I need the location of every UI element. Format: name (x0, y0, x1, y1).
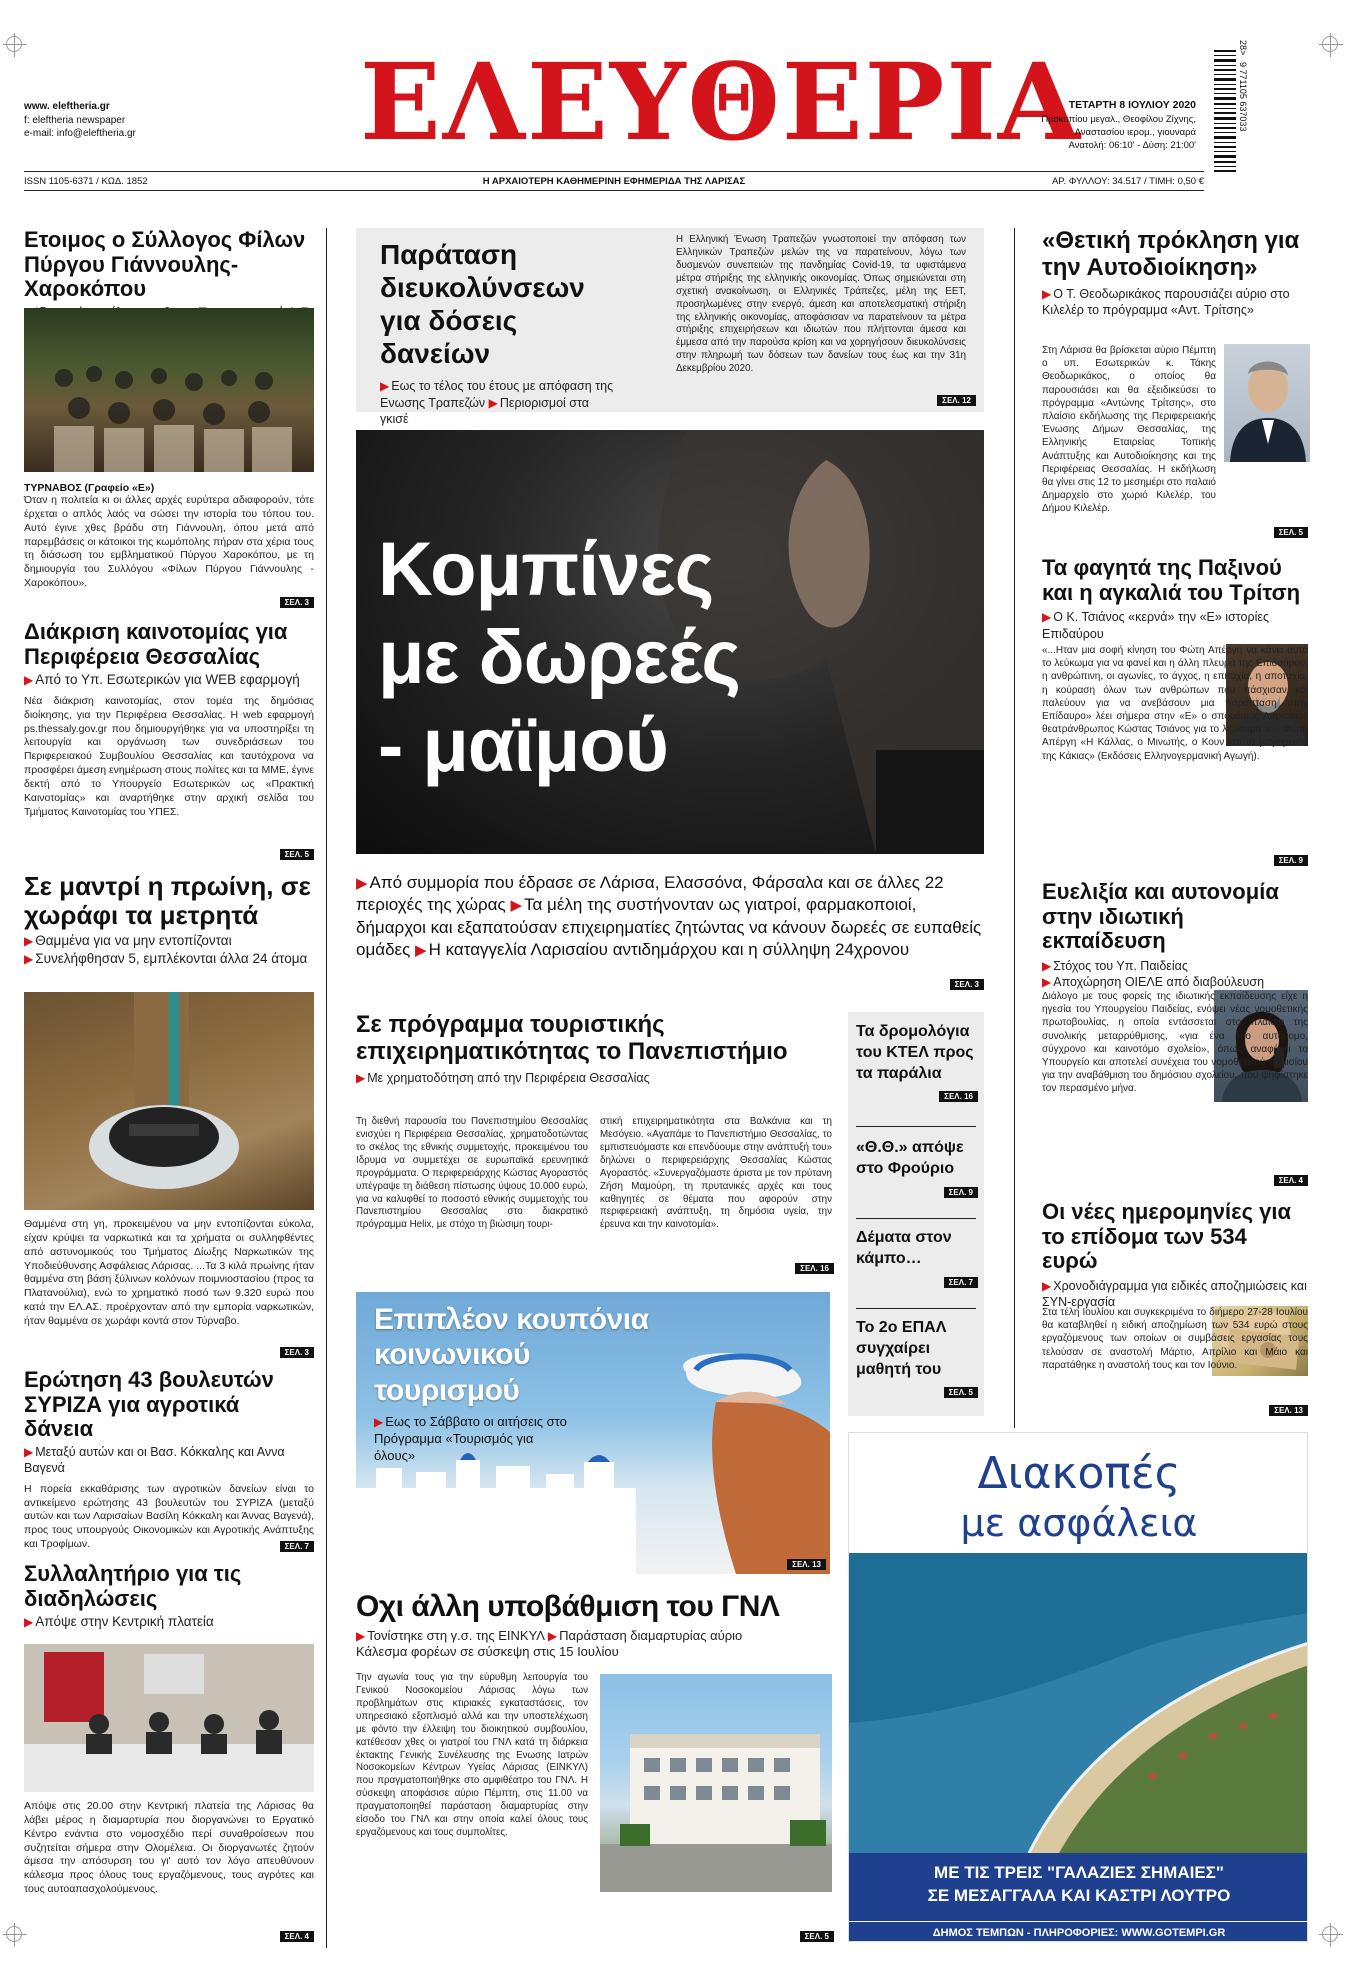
dateline: ΤΥΡΝΑΒΟΣ (Γραφείο «Ε») (24, 482, 155, 494)
article-body: Στη Λάρισα θα βρίσκεται αύριο Πέμπτη ο υπ. Εσωτερικών κ. Τάκης Θεοδωρικάκος, ο οποίος θα παρουσιάσει και θα εξειδικεύσει το πρόγραμμα «Αντώνης Τρίτσης», στο πλαίσιο εκδήλωσης της Περιφερειακής Ένωσης Δήμων Θεσσαλίας, της Ελληνικής Εταιρείας Τοπικής Ανάπτυξης και Αυτοδιοίκησης και της Περιφέρειας Θεσσαλίας. Η εκδήλωση θα γίνει στις 12 το μεσημέρι στο παλαιό Δημαρχείο στο χωριό Κιλελέρ, του Δήμου Κιλελέρ. (1042, 345, 1216, 515)
saints-line: Αναστασίου ιερομ., γιουναρά (1074, 126, 1196, 138)
lead-story-summary[interactable]: ▶ Από συμμορία που έδρασε σε Λάρισα, Ελασσόνα, Φάρσαλα και σε άλλες 22 περιοχές της χώρας ▶ Τα μέλη της συστήνονταν ως γιατροί, φαρμακοποιοί, δήμαρχοι και εξαπατούσαν επιχειρηματίες ζητώντας να κάνουν δωρεές σε ευπαθείς ομάδες ▶ Η καταγγελία Λαρισαίου αντιδημάρχου και η σύλληψη 24χρονου ΣΕΛ. 3 (356, 872, 984, 992)
red-triangle-bullet-icon: ▶ (356, 1070, 366, 1085)
column-divider (1014, 228, 1015, 1428)
brief-theatre[interactable]: «Θ.Θ.» απόψε στο Φρούριο ΣΕΛ. 9 (856, 1138, 978, 1200)
article-gnl[interactable] (356, 1590, 834, 1942)
barcode-top-number: 28> (1238, 40, 1248, 56)
red-triangle-bullet-icon: ▶ (24, 1444, 34, 1459)
article-local-government[interactable] (1042, 228, 1308, 538)
red-triangle-bullet-icon: ▶ (510, 897, 522, 915)
issn: ISSN 1105-6371 / ΚΩΔ. 1852 (24, 176, 148, 187)
headline: Συλλαλητήριο για τις διαδηλώσεις (24, 1561, 242, 1611)
brief-epal[interactable]: Το 2ο ΕΠΑΛ συγχαίρει μαθητή του ΣΕΛ. 5 (856, 1318, 978, 1400)
red-triangle-bullet-icon: ▶ (547, 1628, 558, 1643)
subhead: ▶ Στόχος του Υπ. Παιδείας ▶ Αποχώρηση ΟΙΕΛΕ από διαβούλευση (1042, 958, 1265, 990)
red-triangle-bullet-icon: ▶ (415, 942, 427, 960)
page-ref[interactable]: ΣΕΛ. 13 (787, 1559, 826, 1570)
article-body: Απόψε στις 20.00 στην Κεντρική πλατεία της Λάρισας θα λάβει μέρος η διαμαρτυρία που διοργανώνει το Εργατικό Κέντρο ενάντια στο νομοσχέδιο περί συναθροίσεων που συζητείται σήμερα στην Ολομέλεια. Οι διοργανωτές ζητούν άμεσα την απόσυρση του γι' αυτό τον λόγο απευθύνουν κάλεσμα προς όλους τους εργαζόμενους, τους αγρότες και τους αυτοαπασχολούμενους. (24, 1800, 314, 1896)
article-body: Θαμμένα στη γη, προκειμένου να μην εντοπίζονται εύκολα, είχαν κρύψει τα ναρκωτικά και τα χρήματα οι συλληφθέντες από αστυνομικούς του Τμήματος Δίωξης Ναρκωτικών της Υποδιεύθυνσης Ασφάλειας Λάρισας. ...Τα 3 κιλά πρωίνης ήταν θαμμένα στη βάση ξύλινων κολόνων ποιμνιοστασίου (προς τα Πλατανούλια), ενώ το χρηματικό ποσό των 9.320 ευρώ που κατά την ΕΛ.ΑΣ. προέρχονταν από την εμπορία ναρκωτικών, ήταν θαμμένα σε χωράφι κοντά στον Τύρναβο. (24, 1218, 314, 1328)
headline: Σε πρόγραμμα τουριστικής επιχειρηματικότητας το Πανεπιστήμιο (356, 1011, 788, 1065)
press-conference-photo (24, 1644, 314, 1792)
saints-line: Προκοπίου μεγαλ., Θεοφίλου Ζίχνης, (1041, 113, 1196, 125)
briefs-sidebar (848, 1012, 984, 1416)
article-university[interactable] (356, 1012, 834, 1274)
subhead: ▶ Με χρηματοδότηση από την Περιφέρεια Θεσσαλίας (356, 1070, 650, 1085)
headline: Ευελιξία και αυτονομία στην ιδιωτική εκπαίδευση (1042, 879, 1279, 954)
headline: Ετοιμος ο Σύλλογος Φίλων Πύργου Γιάννουλης-Χαροκόπου (24, 227, 306, 302)
page-ref[interactable]: ΣΕΛ. 12 (937, 395, 976, 406)
page-ref[interactable]: ΣΕΛ. 4 (280, 1931, 314, 1942)
red-triangle-bullet-icon: ▶ (1042, 975, 1052, 990)
masthead-logo (360, 39, 1083, 164)
column-divider (326, 228, 327, 1948)
subhead: ▶ Τονίστηκε στη γ.σ. της ΕΙΝΚΥΛ ▶ Παράσταση διαμαρτυρίας αύριο Κάλεσμα φορέων σε σύσκεψη στις 15 Ιουλίου (356, 1627, 743, 1660)
brief-ktel[interactable]: Τα δρομολόγια του ΚΤΕΛ προς τα παράλια ΣΕΛ. 16 (856, 1022, 978, 1104)
red-triangle-bullet-icon: ▶ (24, 673, 34, 688)
masthead-contacts (24, 100, 136, 141)
email-link[interactable]: e-mail: info@eleftheria.gr (24, 128, 136, 139)
article-allowance[interactable] (1042, 1200, 1308, 1416)
page-ref[interactable]: ΣΕΛ. 3 (280, 1347, 314, 1358)
red-triangle-bullet-icon: ▶ (1042, 286, 1052, 301)
gathering-photo (24, 308, 314, 472)
red-triangle-bullet-icon: ▶ (24, 1615, 34, 1630)
subhead: ▶ Θαμμένα για να μην εντοπίζονται ▶ Συνελήφθησαν 5, εμπλέκονται άλλα 24 άτομα (24, 933, 308, 966)
registration-mark-icon (6, 36, 22, 52)
headline: Παράταση διευκολύνσεων για δόσεις δανείων (380, 239, 585, 370)
barcode-icon (1214, 36, 1236, 186)
brief-divider (856, 1126, 976, 1127)
registration-mark-icon (6, 1926, 22, 1942)
brief-divider (856, 1308, 976, 1309)
red-triangle-bullet-icon: ▶ (1042, 1278, 1052, 1293)
sunrise-sunset: Ανατολή: 06:10' - Δύση: 21:00' (1068, 140, 1196, 152)
article-body: Η πορεία εκκαθάρισης των αγροτικών δανείων είναι το αντικείμενο ερώτησης 43 βουλευτών του ΣΥΡΙΖΑ (μεταξύ αυτών και των Λαρισαίων Βασίλη Κόκκαλη και Άννας Βαγενά), προς τους υπουργούς Οικονομικών και Αγροτικής Ανάπτυξης και Τροφίμων. (24, 1482, 314, 1551)
buried-bag-photo (24, 992, 314, 1210)
page-ref[interactable]: ΣΕΛ. 5 (944, 1387, 978, 1398)
barcode-number: 9 771105 637033 (1238, 62, 1248, 132)
article-heroin[interactable] (24, 872, 314, 1358)
page-ref[interactable]: ΣΕΛ. 3 (950, 979, 984, 990)
red-triangle-bullet-icon: ▶ (24, 951, 34, 966)
page-ref[interactable]: ΣΕΛ. 5 (280, 849, 314, 860)
article-innovation[interactable] (24, 620, 314, 860)
hospital-photo (600, 1674, 832, 1892)
page-ref[interactable]: ΣΕΛ. 4 (1274, 1175, 1308, 1186)
issue-date: ΤΕΤΑΡΤΗ 8 ΙΟΥΛΙΟΥ 2020 (1068, 99, 1196, 111)
page-ref[interactable]: ΣΕΛ. 16 (939, 1091, 978, 1102)
coast-aerial-photo (849, 1553, 1308, 1853)
subhead: ▶ Από το Υπ. Εσωτερικών για WEB εφαρμογή (24, 672, 300, 688)
ad-subtitle: με ασφάλεια (960, 1501, 1198, 1545)
subhead: ▶ Εως το τέλος του έτους με απόφαση της Ενωσης Τραπεζών ▶ Περιορισμοί στα γκισέ (380, 379, 614, 427)
tagline: Η ΑΡΧΑΙΟΤΕΡΗ ΚΑΘΗΜΕΡΙΝΗ ΕΦΗΜΕΡΙΔΑ ΤΗΣ ΛΑΡΙΣΑΣ (482, 176, 746, 187)
newspaper-title: ΕΛΕΥΘΕΡΙΑ (360, 39, 1083, 164)
red-triangle-bullet-icon: ▶ (374, 1415, 384, 1430)
article-body: Διάλογο με τους φορείς της ιδιωτικής εκπαίδευσης είχε η ηγεσία του Υπουργείου Παιδείας, ενόψει νέας νομοθετικής πρωτοβουλίας, η οποία εντάσσεται στο πλαίσιο της συνολικής μεταρρύθμισης, «για ένα πιο αυτόνομο, σύγχρονο και καινοτόμο σχολείο», όπως αναφέρει το Υπουργείο και αποτελεί συνέχεια του νομοθετικού πλαισίου για την αναβάθμιση του δημόσιου σχολείου, που ψηφίστηκε τον περασμένο μήνα. (1042, 991, 1308, 1095)
article-body: Την αγωνία τους για την εύρυθμη λειτουργία του Γενικού Νοσοκομείου Λάρισας λόγω των προβλημάτων στις κτιριακές εγκαταστάσεις, τον υπηρεσιακό εξοπλισμό αλλά και την υποστελέχωση με φόντο την έλλειψη του διοικητικού συμβουλίου, κατέθεσαν χθες οι γιατροί του ΓΝΛ κατά τη διάρκεια έκτακτης Γενικής Συνέλευσης της Ενωσης Ιατρών Νοσοκομείων Κέντρων Υγείας Λάρισας (ΕΙΝΚΥΛ) που πραγματοποιήθηκε στο αμφιθέατρο του ΓΝΛ. Η σύσκεψη αποφάσισε αύριο Πέμπτη, στις 11.00 να πραγματοποιηθεί παράσταση διαμαρτυρίας στην είσοδο του ΓΝΛ και στην οποία καλεί όλους τους εργαζόμενους και τους συμπολίτες. (356, 1672, 588, 1839)
headline: Τα φαγητά της Παξινού και η αγκαλιά του Τρίτση (1042, 555, 1301, 605)
headline: Επιπλέον κουπόνια κοινωνικού τουρισμού (374, 1303, 649, 1407)
issue-number-price: ΑΡ. ΦΥΛΛΟΥ: 34.517 / ΤΙΜΗ: 0,50 € (1051, 176, 1204, 187)
lead-story-photo (356, 430, 984, 854)
red-triangle-bullet-icon: ▶ (356, 875, 368, 892)
headline: Σε μαντρί η πρωίνη, σε χωράφι τα μετρητά (24, 871, 311, 931)
brief-divider (856, 1218, 976, 1219)
masthead-rule (24, 190, 1204, 191)
subhead: ▶ Εως το Σάββατο οι αιτήσεις στο Πρόγραμμα «Τουρισμός για όλους» (374, 1414, 567, 1463)
brief-bales[interactable]: Δέματα στον κάμπο… ΣΕΛ. 7 (856, 1228, 978, 1290)
subhead: ▶ Απόψε στην Κεντρική πλατεία (24, 1614, 214, 1630)
page-ref[interactable]: ΣΕΛ. 16 (795, 1263, 834, 1274)
ad-title: Διακοπές (977, 1448, 1181, 1499)
article-body: Νέα διάκριση καινοτομίας, στον τομέα της δημόσιας διοίκησης, για την Περιφέρεια Θεσσαλίας. Η web εφαρμογή ps.thessaly.gov.gr που δημιουργήθηκε για να υποστηρίξει τη λειτουργία και οργάνωση των συνεδριάσεων του Περιφερειακού Συμβουλίου Θεσσαλίας και ταυτόχρονα να προσφέρει άμεση ενημέρωση στους πολίτες και τα ΜΜΕ, έγινε δεκτή από το Υπουργείο Εσωτερικών ως «Πρακτική Καινοτομίας» και αναρτήθηκε στην αρχική σελίδα του Τμήματος Καινοτομίας του ΥΠΕΣ. (24, 694, 314, 818)
red-triangle-bullet-icon: ▶ (356, 1628, 366, 1643)
masthead-date-block (1030, 98, 1196, 153)
headline: Οι νέες ημερομηνίες για το επίδομα των 534 ευρώ (1042, 1199, 1291, 1274)
article-body-col1: Τη διεθνή παρουσία του Πανεπιστημίου Θεσσαλίας ενισχύει η Περιφέρεια Θεσσαλίας, χρηματοδοτώντας το σκέλος της εθνικής συμμετοχής, προκειμένου του Ιδρυμα να συμμετέχει σε ευρωπαϊκά ερευνητικά προγράμματα. Ο περιφερειάρχης Κώστας Αγοραστός υπέγραψε τη διάθεση πίστωσης ύψους 10.000 ευρώ, για να καλυφθεί το ποσοστό εθνικής συμμετοχής του Πανεπιστημίου Θεσσαλίας στο διακρατικό πρόγραμμα Helix, με στόχο τη βιώσιμη τουρι- (356, 1116, 588, 1231)
headline: Διάκριση καινοτομίας για Περιφέρεια Θεσσαλίας (24, 619, 288, 669)
page-ref[interactable]: ΣΕΛ. 5 (800, 1931, 834, 1942)
subhead: ▶ Μεταξύ αυτών και οι Βασ. Κόκκαλης και Αννα Βαγενά (24, 1444, 285, 1476)
article-body: Όταν η πολιτεία κι οι άλλες αρχές ευρύτερα αδιαφορούν, τότε έρχεται ο απλός λαός να σώσει την ιστορία του τόπου του. Αυτό έγινε χθες βράδυ στη Γιάννουλη, όπου μετά από παρεμβάσεις οι κάτοικοι της κωμόπολης πήραν στα χέρια τους τη διάσωση του εμβληματικού Πύργου Χαροκόπου, με τη δημιουργία του Συλλόγου «Φίλων Πύργου Γιάννουλης - Χαροκόπου». (24, 494, 314, 590)
headline: Ερώτηση 43 βουλευτών ΣΥΡΙΖΑ για αγροτικά δάνεια (24, 1367, 274, 1442)
registration-mark-icon (1322, 1926, 1338, 1942)
page-ref[interactable]: ΣΕΛ. 9 (1274, 855, 1308, 866)
headline: «Θετική πρόκληση για την Αυτοδιοίκηση» (1042, 227, 1300, 281)
red-triangle-bullet-icon: ▶ (488, 395, 498, 410)
red-triangle-bullet-icon: ▶ (24, 934, 34, 949)
article-syriza[interactable] (24, 1368, 314, 1552)
red-triangle-bullet-icon: ▶ (1042, 610, 1052, 625)
page-ref[interactable]: ΣΕΛ. 3 (280, 597, 314, 608)
masthead-rule (24, 171, 1204, 172)
page-ref[interactable]: ΣΕΛ. 7 (280, 1541, 314, 1552)
article-rally[interactable] (24, 1562, 314, 1942)
page-ref[interactable]: ΣΕΛ. 9 (944, 1187, 978, 1198)
page-ref[interactable]: ΣΕΛ. 7 (944, 1277, 978, 1288)
registration-mark-icon (1322, 36, 1338, 52)
ad-line-1: ΜΕ ΤΙΣ ΤΡΕΙΣ "ΓΑΛΑΖΙΕΣ ΣΗΜΑΙΕΣ" (934, 1863, 1224, 1882)
article-epidaurus[interactable] (1042, 556, 1308, 866)
facebook-text: f: eleftheria newspaper (24, 114, 126, 126)
page-ref[interactable]: ΣΕΛ. 13 (1269, 1405, 1308, 1416)
tempi-beach-advertisement[interactable] (848, 1432, 1308, 1942)
article-body-col2: στική επιχειρηματικότητα στα Βαλκάνια και τη Μεσόγειο. «Αγαπάμε το Πανεπιστήμιο Θεσσαλίας, το εμπιστευόμαστε και επενδύουμε στην ανάπτυξή του» δηλώνει ο περιφερειάρχης Θεσσαλίας Κώστας Αγοραστός. «Συνεργαζόμαστε άριστα με τον πρύτανη Ζήση Μαμούρη, τη πρυτανικές αρχές και τους καθηγητές σε θέματα που αφορούν στην περιφερειακή ανάπτυξη, τη δημόσια υγεία, την έρευνα και την καινοτομία». (600, 1116, 832, 1231)
article-private-education[interactable] (1042, 880, 1308, 1186)
subhead: ▶ Ο Κ. Τσιάνος «κερνά» την «Ε» ιστορίες Επιδαύρου (1042, 610, 1269, 641)
subhead: ▶ Ο Τ. Θεοδωρικάκος παρουσιάζει αύριο στο Κιλελέρ το πρόγραμμα «Αντ. Τρίτσης» (1042, 286, 1290, 318)
red-triangle-bullet-icon: ▶ (1042, 958, 1052, 973)
article-body: Στα τέλη Ιουλίου και συγκεκριμένα το διήμερο 27-28 Ιουλίου θα καταβληθεί η ειδική αποζημίωση των 534 ευρώ στους εργαζόμενους των οποίων οι συμβάσεις εργασίας τους τελούσαν σε αναστολή Μάρτιο, Απρίλιο και Μάιο και παρατάθηκε η αναστολή τους και τον Ιούνιο. (1042, 1307, 1308, 1371)
ad-footer[interactable]: ΔΗΜΟΣ ΤΕΜΠΩΝ - ΠΛΗΡΟΦΟΡΙΕΣ: WWW.GOTEMPI.GR (849, 1921, 1308, 1942)
lead-headline: Κομπίνες με δωρεές - μαϊμού (378, 527, 740, 788)
article-pyrgos[interactable] (24, 228, 314, 608)
red-triangle-bullet-icon: ▶ (380, 379, 390, 394)
headline: Οχι άλλη υποβάθμιση του ΓΝΛ (356, 1590, 780, 1623)
ad-line-2: ΣΕ ΜΕΣΑΓΓΑΛΑ ΚΑΙ ΚΑΣΤΡΙ ΛΟΥΤΡΟ (927, 1886, 1231, 1905)
website-link[interactable]: www. eleftheria.gr (24, 101, 110, 112)
article-body: Η Ελληνική Ένωση Τραπεζών γνωστοποιεί την απόφαση των Ελληνικών Τραπεζών μελών της να παρατείνουν, λόγω των δυσμενών συνεπειών της πανδημίας Covid-19, τα υφιστάμενα μέτρα στήριξης της ελληνικής οικονομίας. Όπως σημειώνεται στη σχετική ανακοίνωση, οι Ελληνικές Τράπεζες, μέλη της ΕΕΤ, προσηλωμένες στην ενεργό, άμεση και αποτελεσματική στήριξη της ελληνικής οικονομίας, αποφάσισαν να παρατείνουν τα μέτρα στήριξης επιχειρήσεων και ιδιωτών που πλήττονται άμεσα και έμμεσα από την παρούσα κρίση και να χορηγήσουν διευκολύνσεις στην πληρωμή των δόσεων των δανείων τους έως και την 31η Δεκεμβρίου 2020. (676, 234, 966, 375)
subhead: ▶ Χρονοδιάγραμμα για ειδικές αποζημιώσεις και ΣΥΝ-εργασία (1042, 1278, 1307, 1310)
article-body: «...Ηταν μια σοφή κίνηση του Φώτη Απέργη να κάνει αυτό το λεύκωμα για να φανεί και η άλλη πλευρά της Επιδαύρου, η ανθρώπινη, οι αγωνίες, το άγχος, η επιτυχία, η αποτυχία, η κούραση όλων των ανθρώπων που πάσχισαν και παλεύουν για να ανεβάσουν μια παράσταση στην Επίδαυρο» λέει σήμερα στην «Ε» ο σπουδαίος Λαρισαίος θεατράνθρωπος Κώστας Τσιάνος για το λεύκωμα του Φώτη Απέργη «Η Κάλλας, ο Μινωτής, ο Κουν και τα μαγειρευτά της Κάκιας» (Εκδόσεις Ελληνογερμανική Αγωγή). (1042, 645, 1308, 762)
tourism-article-photo[interactable] (356, 1292, 830, 1574)
page-ref[interactable]: ΣΕΛ. 5 (1274, 527, 1308, 538)
loan-extension-box[interactable] (356, 228, 984, 427)
